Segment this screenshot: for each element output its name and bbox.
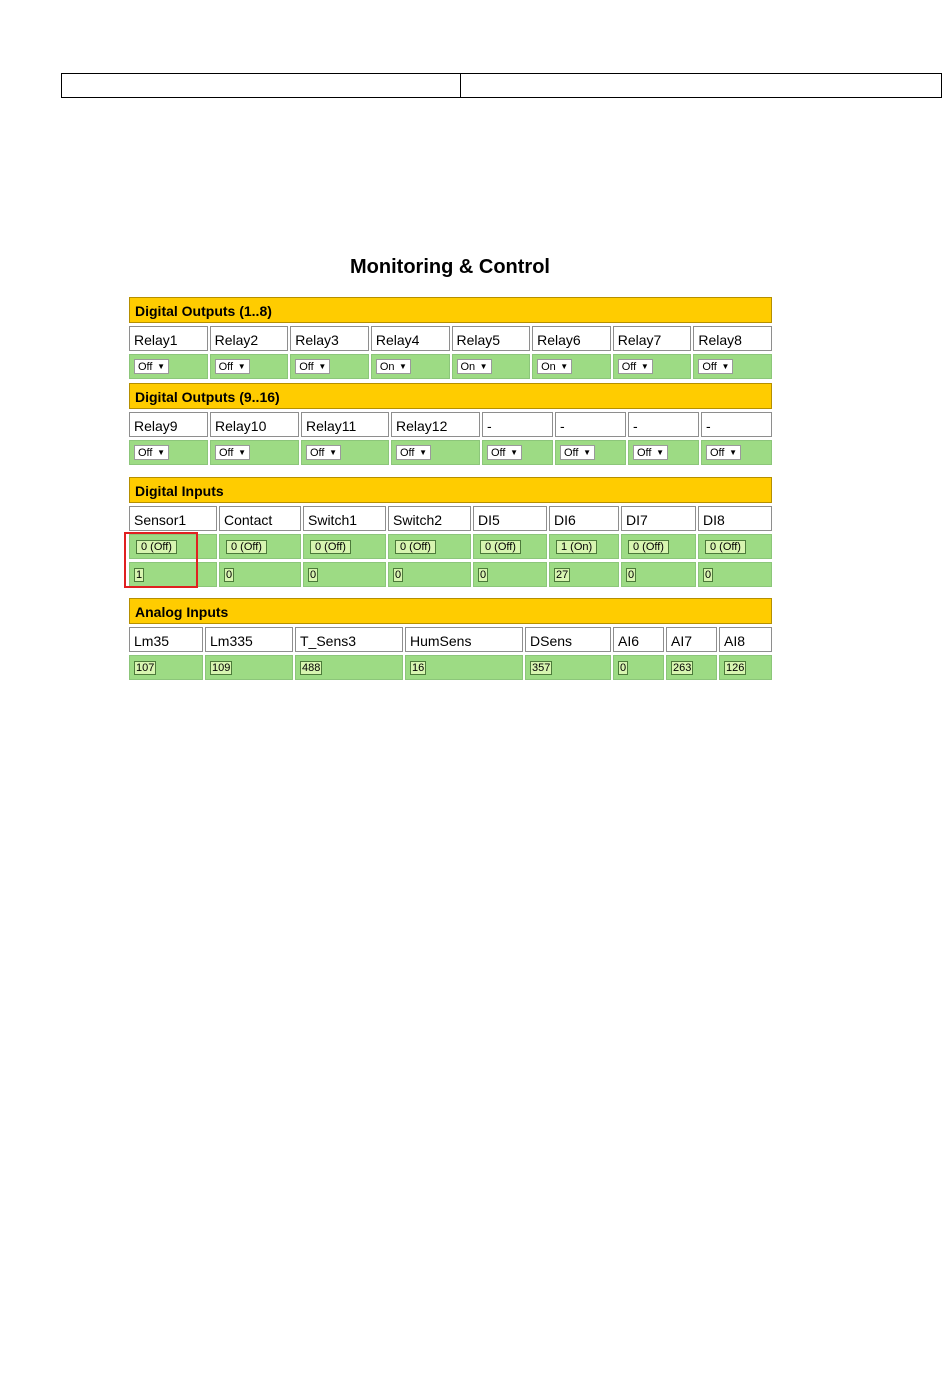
chevron-down-icon: ▼ [510, 447, 518, 457]
input-label-row [129, 506, 772, 531]
input-state-value: 0 (Off) [395, 540, 436, 554]
input-counter-value: 27 [556, 568, 569, 581]
chevron-down-icon: ▼ [640, 361, 649, 371]
input-counter-value: 0 [395, 568, 402, 581]
relay-label-row [129, 326, 772, 351]
relay-label: Relay1 [129, 326, 208, 351]
relay-label: Relay3 [290, 326, 369, 351]
relay-label: Relay11 [301, 412, 389, 437]
page-title: Monitoring & Control [350, 256, 550, 278]
chevron-down-icon: ▼ [398, 361, 407, 371]
relay-state-row [129, 354, 772, 379]
relay-label: - [482, 412, 553, 437]
relay-state-select[interactable]: On ▼ [537, 359, 572, 374]
chevron-down-icon: ▼ [237, 361, 246, 371]
relay-state-select[interactable]: Off ▼ [560, 445, 595, 460]
input-state-value: 0 (Off) [136, 540, 177, 554]
analog-label: HumSens [405, 627, 523, 652]
input-label: Contact [219, 506, 301, 531]
relay-state-select[interactable]: Off ▼ [698, 359, 733, 374]
input-counter-value: 1 [136, 568, 143, 581]
relay-state-select[interactable]: Off ▼ [134, 359, 169, 374]
relay-state-select[interactable]: Off ▼ [295, 359, 330, 374]
relay-label: Relay5 [452, 326, 531, 351]
relay-label: Relay6 [532, 326, 611, 351]
analog-inputs-header: Analog Inputs [129, 598, 772, 624]
analog-label: AI6 [613, 627, 664, 652]
relay-state-select[interactable]: Off ▼ [215, 445, 250, 460]
chevron-down-icon: ▼ [329, 447, 337, 457]
input-label: DI7 [621, 506, 696, 531]
input-counter-row [129, 562, 772, 587]
analog-value: 16 [412, 661, 425, 674]
analog-value: 263 [673, 661, 692, 674]
relay-label: Relay2 [210, 326, 289, 351]
analog-label: Lm335 [205, 627, 293, 652]
analog-inputs-panel [129, 598, 772, 680]
input-label: Switch1 [303, 506, 386, 531]
digital-inputs-header: Digital Inputs [129, 477, 772, 503]
relay-label-row [129, 412, 772, 437]
relay-state-select[interactable]: Off ▼ [633, 445, 668, 460]
relay-state-select[interactable]: On ▼ [457, 359, 492, 374]
input-counter-value: 0 [628, 568, 635, 581]
relay-state-row [129, 440, 772, 465]
relay-state-select[interactable]: Off ▼ [306, 445, 341, 460]
relay-label: Relay10 [210, 412, 299, 437]
relay-label: Relay12 [391, 412, 480, 437]
input-state-value: 0 (Off) [705, 540, 746, 554]
relay-label: Relay4 [371, 326, 450, 351]
relay-state-select[interactable]: Off ▼ [215, 359, 250, 374]
chevron-down-icon: ▼ [656, 447, 664, 457]
chevron-down-icon: ▼ [419, 447, 427, 457]
chevron-down-icon: ▼ [157, 447, 165, 457]
analog-label: AI8 [719, 627, 772, 652]
top-empty-cell-left [62, 74, 461, 97]
relay-state-select[interactable]: Off ▼ [706, 445, 741, 460]
input-state-value: 0 (Off) [480, 540, 521, 554]
input-label: DI5 [473, 506, 547, 531]
input-counter-value: 0 [705, 568, 712, 581]
chevron-down-icon: ▼ [318, 361, 327, 371]
input-label: DI8 [698, 506, 772, 531]
chevron-down-icon: ▼ [560, 361, 569, 371]
input-state-value: 0 (Off) [628, 540, 669, 554]
input-state-value: 0 (Off) [226, 540, 267, 554]
analog-label: DSens [525, 627, 611, 652]
analog-label: AI7 [666, 627, 717, 652]
analog-value: 109 [212, 661, 231, 674]
relay-label: - [701, 412, 772, 437]
analog-value: 357 [532, 661, 551, 674]
relay-label: Relay9 [129, 412, 208, 437]
top-empty-cell-right [461, 74, 941, 97]
input-state-value: 0 (Off) [310, 540, 351, 554]
input-label: Switch2 [388, 506, 471, 531]
analog-value: 488 [302, 661, 321, 674]
digital-outputs-1-8-panel [129, 297, 772, 379]
input-label: Sensor1 [129, 506, 217, 531]
relay-label: Relay8 [693, 326, 772, 351]
top-empty-table [61, 73, 942, 98]
relay-label: - [628, 412, 699, 437]
digital-inputs-panel [129, 477, 772, 587]
analog-value-row [129, 655, 772, 680]
chevron-down-icon: ▼ [583, 447, 591, 457]
analog-value: 0 [620, 661, 627, 674]
relay-state-select[interactable]: Off ▼ [487, 445, 522, 460]
chevron-down-icon: ▼ [479, 361, 488, 371]
analog-label: T_Sens3 [295, 627, 403, 652]
digital-outputs-9-16-panel [129, 383, 772, 465]
chevron-down-icon: ▼ [721, 361, 730, 371]
input-label: DI6 [549, 506, 619, 531]
relay-state-select[interactable]: On ▼ [376, 359, 411, 374]
sensor1-highlight-box [124, 532, 198, 588]
input-counter-value: 0 [480, 568, 487, 581]
relay-state-select[interactable]: Off ▼ [618, 359, 653, 374]
input-state-value: 1 (On) [556, 540, 597, 554]
input-state-row [129, 534, 772, 559]
input-counter-value: 0 [310, 568, 317, 581]
chevron-down-icon: ▼ [729, 447, 737, 457]
analog-value: 107 [136, 661, 155, 674]
chevron-down-icon: ▼ [238, 447, 246, 457]
input-counter-value: 0 [226, 568, 233, 581]
relay-label: - [555, 412, 626, 437]
analog-label: Lm35 [129, 627, 203, 652]
digital-outputs-9-16-header: Digital Outputs (9..16) [129, 383, 772, 409]
digital-outputs-1-8-header: Digital Outputs (1..8) [129, 297, 772, 323]
relay-label: Relay7 [613, 326, 692, 351]
analog-value: 126 [726, 661, 745, 674]
analog-label-row [129, 627, 772, 652]
relay-state-select[interactable]: Off ▼ [134, 445, 169, 460]
relay-state-select[interactable]: Off ▼ [396, 445, 431, 460]
chevron-down-icon: ▼ [157, 361, 165, 371]
